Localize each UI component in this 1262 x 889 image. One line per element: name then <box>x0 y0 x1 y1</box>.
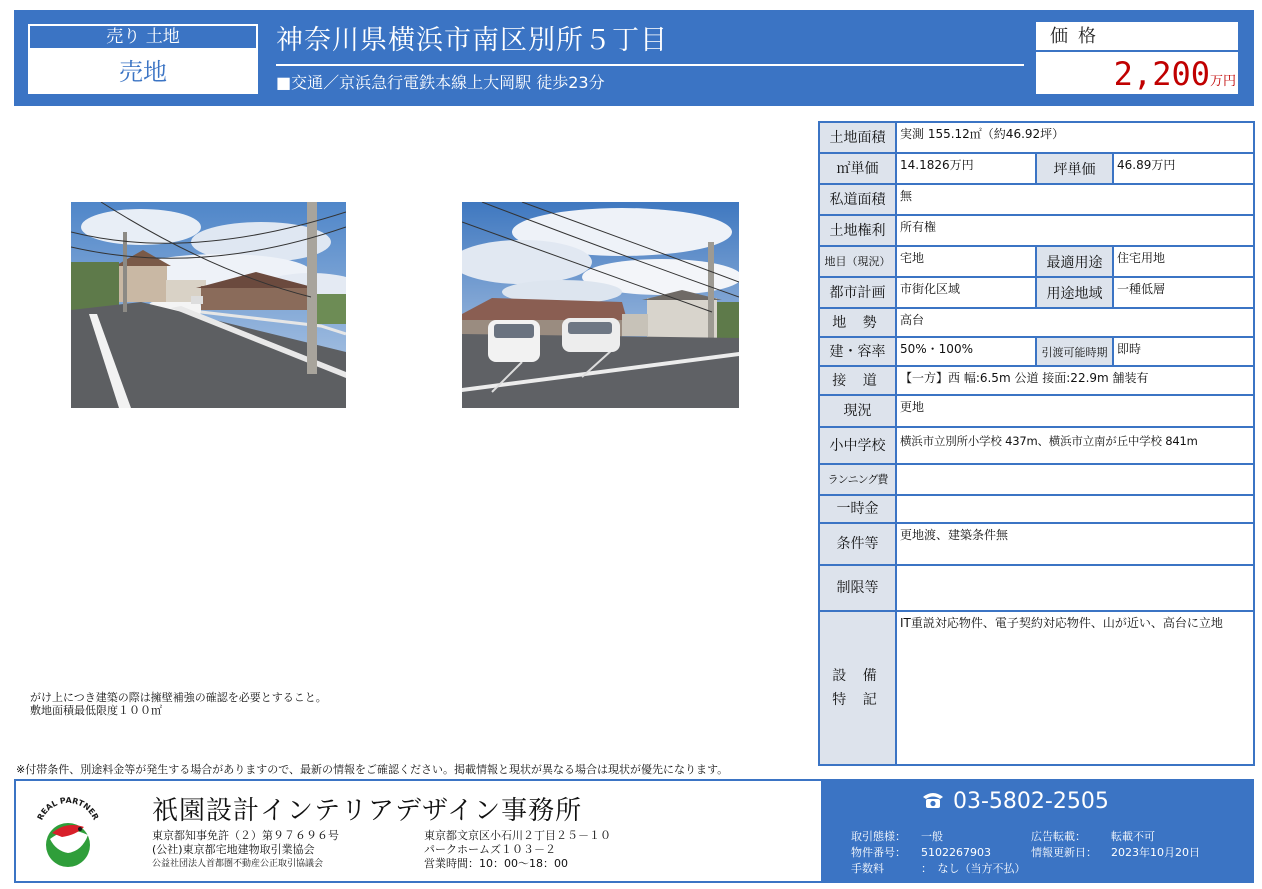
spec-row-school <box>820 428 1253 465</box>
spec-value: 更地 <box>900 400 925 414</box>
property-type-box <box>28 24 258 94</box>
svg-text:REAL PARTNER <box>36 796 101 822</box>
info-label: 取引態様： <box>851 830 906 843</box>
phone-number[interactable] <box>921 789 1109 815</box>
company-address <box>424 829 611 871</box>
spec-label: 小中学校 <box>820 428 897 463</box>
property-spec-table <box>818 121 1255 766</box>
spec-row-city-planning <box>820 278 1253 309</box>
transaction-info <box>851 829 943 844</box>
spec-label: 接 道 <box>820 367 897 394</box>
spec-value: 実測 155.12㎡（約46.92坪） <box>900 127 1065 141</box>
address-line: パークホームズ１０３－２ <box>424 843 556 856</box>
spec-value: 14.1826万円 <box>897 154 1037 183</box>
business-hours: 営業時間：10：00～18：00 <box>424 857 568 870</box>
info-value: 2023年10月20日 <box>1111 846 1200 859</box>
spec-label: 都市計画 <box>820 278 897 307</box>
spec-value: 宅地 <box>897 247 1037 276</box>
license-line: 東京都知事免許（２）第９７６９６号 <box>152 829 339 842</box>
contact-panel <box>821 781 1252 881</box>
info-label: 情報更新日： <box>1031 846 1097 859</box>
spec-value: 横浜市立別所小学校 437m、横浜市立南が丘中学校 841m <box>900 434 1198 448</box>
spec-row-land-category <box>820 247 1253 278</box>
telephone-icon <box>921 790 945 810</box>
header-band <box>14 10 1254 106</box>
street-view-photo <box>71 202 346 408</box>
price-label: 価格 <box>1050 26 1106 47</box>
spec-value: 更地渡、建築条件無 <box>900 528 1009 542</box>
spec-label: ㎡単価 <box>820 154 897 183</box>
info-value: 転載不可 <box>1111 830 1155 843</box>
spec-label: 建・容率 <box>820 338 897 365</box>
real-partner-logo <box>32 795 104 871</box>
spec-row-conditions <box>820 524 1253 566</box>
spec-label: 最適用途 <box>1037 247 1114 276</box>
info-label: 手数料 <box>851 862 884 875</box>
spec-value: 【一方】西 幅:6.5m 公道 接面:22.9m 舗装有 <box>900 371 1149 385</box>
spec-label: 土地権利 <box>820 216 897 245</box>
company-name: 祇園設計インテリアデザイン事務所 <box>152 796 583 826</box>
spec-label: 土地面積 <box>820 123 897 152</box>
spec-value: IT重説対応物件、電子契約対応物件、山が近い、高台に立地 <box>900 616 1223 630</box>
spec-value <box>897 496 1253 522</box>
spec-value: 無 <box>900 189 913 203</box>
spec-row-lump-sum <box>820 496 1253 524</box>
spec-label: 私道面積 <box>820 185 897 214</box>
spec-value: 即時 <box>1117 342 1142 356</box>
spec-label: 一時金 <box>820 496 897 522</box>
spec-value: 市街化区域 <box>897 278 1037 307</box>
spec-value: 所有権 <box>900 220 937 234</box>
footer-band <box>14 779 1254 883</box>
spec-row-facilities <box>820 612 1253 764</box>
spec-row-private-road <box>820 185 1253 216</box>
price-box <box>1036 22 1238 94</box>
info-label: 物件番号： <box>851 846 906 859</box>
spec-label: ランニング費 <box>820 465 897 494</box>
license-info <box>152 829 339 871</box>
info-value: ： なし（当方不払） <box>921 862 1026 875</box>
spec-label: 制限等 <box>820 566 897 610</box>
street-view-image <box>71 202 346 408</box>
spec-label-line: 特 記 <box>832 692 883 708</box>
address-divider <box>276 64 1024 66</box>
spec-value: 住宅用地 <box>1117 251 1166 265</box>
logo-text: REAL PARTNER <box>35 795 101 822</box>
spec-value <box>897 566 1253 610</box>
spec-row-land-area <box>820 123 1253 154</box>
spec-row-terrain <box>820 309 1253 338</box>
info-label: 広告転載： <box>1031 830 1086 843</box>
property-category: 売地 <box>119 58 167 86</box>
spec-value: 50%・100% <box>897 338 1037 365</box>
parking-lot-photo <box>462 202 739 408</box>
spec-row-land-right <box>820 216 1253 247</box>
remark-line: 敷地面積最低限度１００㎡ <box>30 704 162 717</box>
spec-label-line: 設 備 <box>832 668 883 684</box>
phone-number-text: 03-5802-2505 <box>953 789 1109 814</box>
disclaimer-notice: ※付帯条件、別途料金等が発生する場合がありますので、最新の情報をご確認ください。掲載情報と現状が異なる場合は現状が優先になります。 <box>16 763 729 776</box>
spec-label: 地目（現況） <box>820 247 897 276</box>
spec-row-restrictions <box>820 566 1253 612</box>
parking-lot-image <box>462 202 739 408</box>
remark-line: がけ上につき建築の際は擁壁補強の確認を必要とすること。 <box>30 691 327 704</box>
spec-value: 一種低層 <box>1117 282 1166 296</box>
spec-label <box>820 612 897 764</box>
address-line: 東京都文京区小石川２丁目２５－１０ <box>424 829 611 842</box>
fee-info <box>851 861 1026 876</box>
license-line: (公社)東京都宅地建物取引業協会 <box>152 843 315 856</box>
spec-label: 地 勢 <box>820 309 897 336</box>
spec-row-status <box>820 396 1253 428</box>
transit-info: ■交通／京浜急行電鉄本線上大岡駅 徒歩23分 <box>276 73 605 92</box>
spec-label: 現況 <box>820 396 897 426</box>
spec-row-coverage <box>820 338 1253 367</box>
spec-label: 条件等 <box>820 524 897 564</box>
spec-label: 引渡可能時期 <box>1037 338 1114 365</box>
info-value: 5102267903 <box>921 846 991 859</box>
remarks <box>30 691 327 717</box>
spec-row-road <box>820 367 1253 396</box>
reprint-info <box>1031 829 1155 844</box>
spec-value: 46.89万円 <box>1117 158 1176 172</box>
info-value: 一般 <box>921 830 943 843</box>
price-number: 2,200 <box>1113 55 1210 93</box>
price-value <box>1114 56 1236 100</box>
license-line: 公益社団法人首都圏不動産公正取引協議会 <box>152 859 324 869</box>
spec-row-running-cost <box>820 465 1253 496</box>
property-number-info <box>851 845 991 860</box>
spec-value: 高台 <box>900 313 925 327</box>
spec-label: 坪単価 <box>1037 154 1114 183</box>
spec-value <box>897 465 1253 494</box>
spec-label: 用途地域 <box>1037 278 1114 307</box>
property-address: 神奈川県横浜市南区別所５丁目 <box>276 25 668 56</box>
updated-info <box>1031 845 1200 860</box>
property-type-label: 売り 土地 <box>28 24 258 50</box>
price-unit: 万円 <box>1209 74 1236 89</box>
price-divider <box>1036 50 1238 52</box>
spec-row-unit-price <box>820 154 1253 185</box>
